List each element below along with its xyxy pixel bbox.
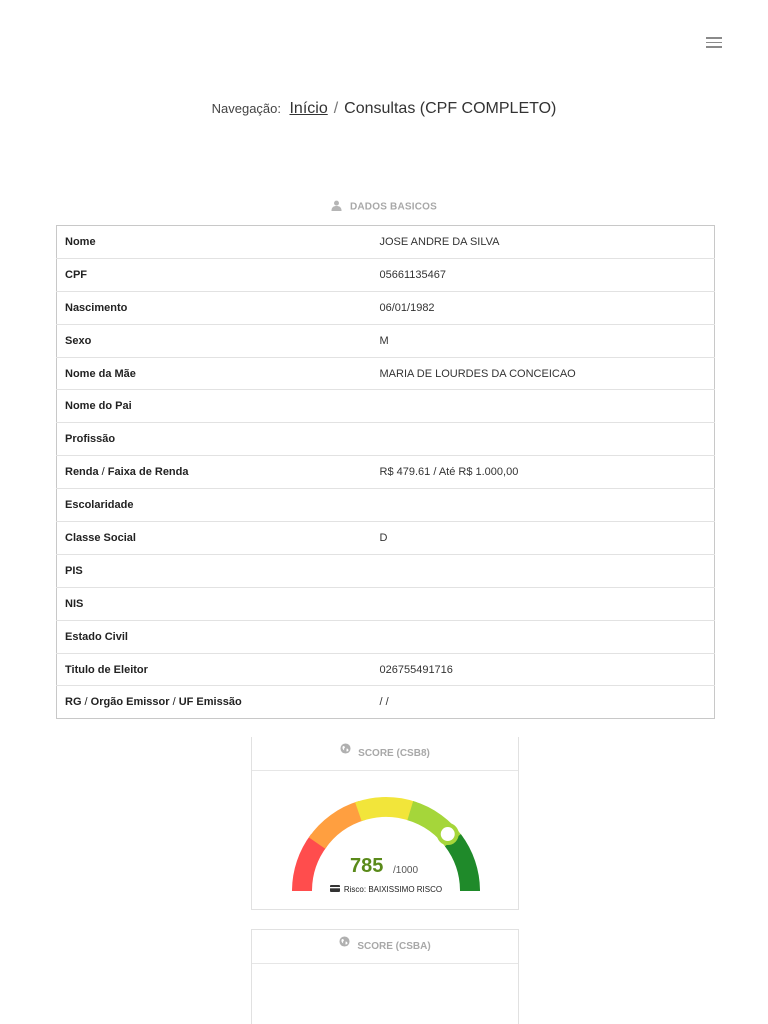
row-value: 05661135467 <box>372 258 715 291</box>
row-value: / / <box>372 686 715 719</box>
row-value: M <box>372 324 715 357</box>
breadcrumb-home-link[interactable]: Início <box>289 100 328 117</box>
table-row <box>57 390 715 423</box>
basic-data-table <box>56 225 715 719</box>
menu-icon[interactable] <box>706 37 722 49</box>
row-label: Renda / Faixa de Renda <box>57 456 372 489</box>
card-icon <box>330 885 340 894</box>
section-title-basic: DADOS BASICOS <box>0 200 768 214</box>
table-row <box>57 357 715 390</box>
row-label: CPF <box>57 258 372 291</box>
breadcrumb-separator: / <box>333 100 339 117</box>
breadcrumb-label: Navegação: <box>211 101 282 116</box>
row-label: Titulo de Eleitor <box>57 653 372 686</box>
score-value: 785 <box>350 855 384 877</box>
table-row <box>57 554 715 587</box>
row-value <box>372 620 715 653</box>
score-csba-card <box>251 929 519 1024</box>
row-label: PIS <box>57 554 372 587</box>
breadcrumb-current: Consultas (CPF COMPLETO) <box>344 100 557 117</box>
gauge-segment <box>453 840 470 891</box>
row-value: 026755491716 <box>372 653 715 686</box>
user-icon <box>331 200 342 214</box>
score-csb8-header: SCORE (CSB8) <box>252 737 518 771</box>
row-value <box>372 554 715 587</box>
row-label: Sexo <box>57 324 372 357</box>
score-marker <box>439 825 457 843</box>
row-value: JOSE ANDRE DA SILVA <box>379 235 500 248</box>
table-row <box>57 587 715 620</box>
gauge-segment <box>358 807 413 812</box>
table-row <box>57 686 715 719</box>
table-row <box>57 324 715 357</box>
row-value <box>372 489 715 522</box>
row-label: Nome <box>65 235 96 248</box>
table-row <box>57 620 715 653</box>
score-gauge-area <box>252 771 518 909</box>
breadcrumb <box>0 100 768 118</box>
row-label: Profissão <box>57 423 372 456</box>
row-label: Escolaridade <box>57 489 372 522</box>
table-row <box>57 489 715 522</box>
row-label: Nascimento <box>57 291 372 324</box>
table-row <box>57 522 715 555</box>
score-max: /1000 <box>393 865 419 876</box>
row-value: R$ 479.61 / Até R$ 1.000,00 <box>372 456 715 489</box>
globe-icon <box>339 928 350 962</box>
score-gauge <box>252 795 520 895</box>
row-value <box>372 587 715 620</box>
row-label: Nome do Pai <box>57 390 372 423</box>
row-label: RG / Orgão Emissor / UF Emissão <box>57 686 372 719</box>
score-csba-header: SCORE (CSBA) <box>252 930 518 964</box>
table-row <box>57 226 715 259</box>
row-label: Estado Civil <box>57 620 372 653</box>
gauge-segment <box>317 811 362 843</box>
row-value <box>372 390 715 423</box>
table-row <box>57 456 715 489</box>
row-value <box>372 423 715 456</box>
row-value: D <box>372 522 715 555</box>
table-row <box>57 423 715 456</box>
row-value: 06/01/1982 <box>372 291 715 324</box>
row-value: MARIA DE LOURDES DA CONCEICAO <box>372 357 715 390</box>
row-label: Classe Social <box>57 522 372 555</box>
globe-icon <box>340 735 351 769</box>
table-row <box>57 653 715 686</box>
table-row <box>57 291 715 324</box>
row-label: Nome da Mãe <box>57 357 372 390</box>
row-label: NIS <box>57 587 372 620</box>
risk-label: Risco: BAIXISSIMO RISCO <box>252 885 520 894</box>
table-row <box>57 258 715 291</box>
gauge-segment <box>302 840 319 891</box>
score-csb8-card <box>251 737 519 910</box>
